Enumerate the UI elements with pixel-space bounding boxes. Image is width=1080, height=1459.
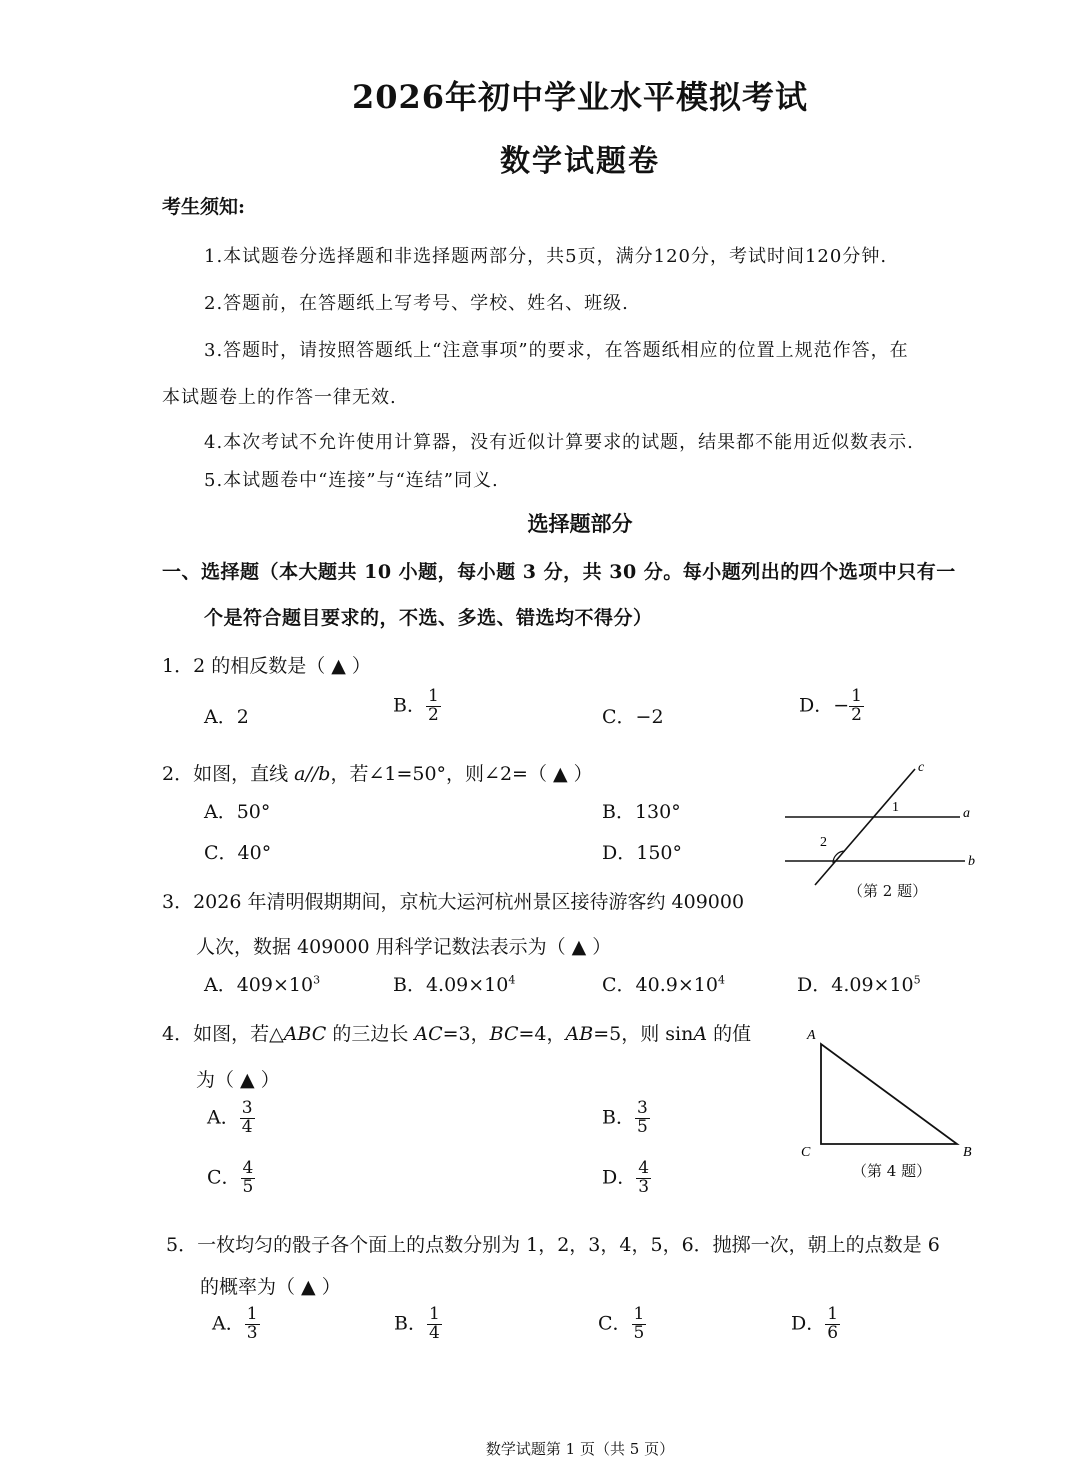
q1-stem: 1．2 的相反数是（ ▲ ） bbox=[162, 655, 371, 677]
part1-line-1: 一、选择题（本大题共 10 小题，每小题 3 分，共 30 分。每小题列出的四个选项中只有一 bbox=[162, 561, 956, 583]
notice-line-5: 5.本试题卷中“连接”与“连结”同义. bbox=[204, 470, 499, 491]
q4-option-d: D． $\frac{4}{3}$ bbox=[602, 1158, 650, 1197]
fraction: $\frac{4}{3}$ bbox=[638, 1158, 650, 1197]
q1-option-b: B． $\frac{1}{2}$ bbox=[393, 686, 439, 725]
q2-option-c: C．40° bbox=[204, 842, 272, 864]
notice-heading: 考生须知: bbox=[162, 196, 246, 218]
fraction: $\frac{1}{6}$ bbox=[827, 1304, 839, 1343]
q2-figure-caption: （第 2 题） bbox=[848, 882, 928, 900]
q3-option-a: A．$409\times 10^3$ bbox=[204, 973, 321, 996]
label-vertex-a: A bbox=[807, 1028, 816, 1043]
q4-line-2: 为（ ▲ ） bbox=[196, 1069, 280, 1091]
q5-option-b: B． $\frac{1}{4}$ bbox=[394, 1304, 440, 1343]
section-title: 选择题部分 bbox=[527, 511, 633, 536]
label-vertex-b: B bbox=[963, 1145, 972, 1160]
q1-option-c: C．−2 bbox=[602, 706, 664, 728]
q5-option-c: C． $\frac{1}{5}$ bbox=[598, 1304, 645, 1343]
q5-option-d: D． $\frac{1}{6}$ bbox=[791, 1304, 839, 1343]
label-angle-2: 2 bbox=[820, 835, 827, 850]
q4-figure-caption: （第 4 题） bbox=[852, 1162, 932, 1180]
fraction: $\frac{4}{5}$ bbox=[242, 1158, 254, 1197]
line-c bbox=[815, 769, 915, 885]
label-b: b bbox=[968, 854, 975, 869]
label-a: a bbox=[963, 806, 970, 821]
q4-option-a: A． $\frac{3}{4}$ bbox=[207, 1098, 253, 1137]
q2-option-a: A．50° bbox=[204, 801, 271, 823]
part1-line-2: 个是符合题目要求的，不选、多选、错选均不得分） bbox=[204, 607, 653, 629]
q2-option-b: B．130° bbox=[602, 801, 681, 823]
q5-line-1: 5．一枚均匀的骰子各个面上的点数分别为 1，2，3，4，5，6．抛掷一次，朝上的点数是 6 bbox=[166, 1234, 940, 1256]
triangle-abc bbox=[821, 1044, 957, 1144]
q5-line-2: 的概率为（ ▲ ） bbox=[200, 1276, 341, 1298]
q3-line-1: 3．2026 年清明假期期间，京杭大运河杭州景区接待游客约 409000 bbox=[162, 891, 745, 913]
q4-figure bbox=[795, 1022, 985, 1162]
page-footer: 数学试题第 1 页（共 5 页） bbox=[485, 1440, 675, 1458]
q3-line-2: 人次，数据 409000 用科学记数法表示为（ ▲ ） bbox=[196, 936, 612, 958]
fraction: $\frac{1}{2}$ bbox=[851, 686, 862, 725]
q3-option-c: C．$40.9\times 10^4$ bbox=[602, 973, 725, 996]
fraction: $\frac{1}{5}$ bbox=[633, 1304, 645, 1343]
q1-option-d: D．− $\frac{1}{2}$ bbox=[799, 686, 862, 725]
q2-stem: 2．如图，直线 a//b，若∠1=50°，则∠2=（ ▲ ） bbox=[162, 763, 593, 785]
fraction: $\frac{3}{5}$ bbox=[636, 1098, 648, 1137]
exam-title: 2026年初中学业水平模拟考试 bbox=[351, 78, 809, 116]
exam-subtitle: 数学试题卷 bbox=[500, 144, 660, 179]
q3-option-b: B．$4.09\times 10^4$ bbox=[393, 973, 516, 996]
q1-option-a: A．2 bbox=[204, 706, 249, 728]
fraction: $\frac{1}{3}$ bbox=[246, 1304, 258, 1343]
q3-option-d: D．$4.09\times 10^5$ bbox=[797, 973, 921, 996]
fraction: $\frac{1}{2}$ bbox=[427, 686, 439, 725]
fraction: $\frac{3}{4}$ bbox=[241, 1098, 253, 1137]
q2-option-d: D．150° bbox=[602, 842, 682, 864]
label-c: c bbox=[918, 760, 925, 775]
notice-line-2: 2.答题前，在答题纸上写考号、学校、姓名、班级. bbox=[204, 293, 629, 314]
fraction: $\frac{1}{4}$ bbox=[428, 1304, 440, 1343]
q4-option-b: B． $\frac{3}{5}$ bbox=[602, 1098, 648, 1137]
q4-line-1: 4．如图，若△ABC 的三边长 AC=3，BC=4，AB=5，则 sinA 的值 bbox=[162, 1023, 752, 1045]
notice-line-3-cont: 本试题卷上的作答一律无效. bbox=[162, 387, 397, 408]
notice-line-3: 3.答题时，请按照答题纸上“注意事项”的要求，在答题纸相应的位置上规范作答，在 bbox=[204, 340, 909, 361]
notice-line-1: 1.本试题卷分选择题和非选择题两部分，共5页，满分120分，考试时间120分钟. bbox=[204, 246, 888, 267]
label-angle-1: 1 bbox=[892, 800, 899, 815]
q4-option-c: C． $\frac{4}{5}$ bbox=[207, 1158, 254, 1197]
label-vertex-c: C bbox=[801, 1145, 811, 1160]
notice-line-4: 4.本次考试不允许使用计算器，没有近似计算要求的试题，结果都不能用近似数表示. bbox=[204, 432, 914, 453]
q5-option-a: A． $\frac{1}{3}$ bbox=[212, 1304, 258, 1343]
